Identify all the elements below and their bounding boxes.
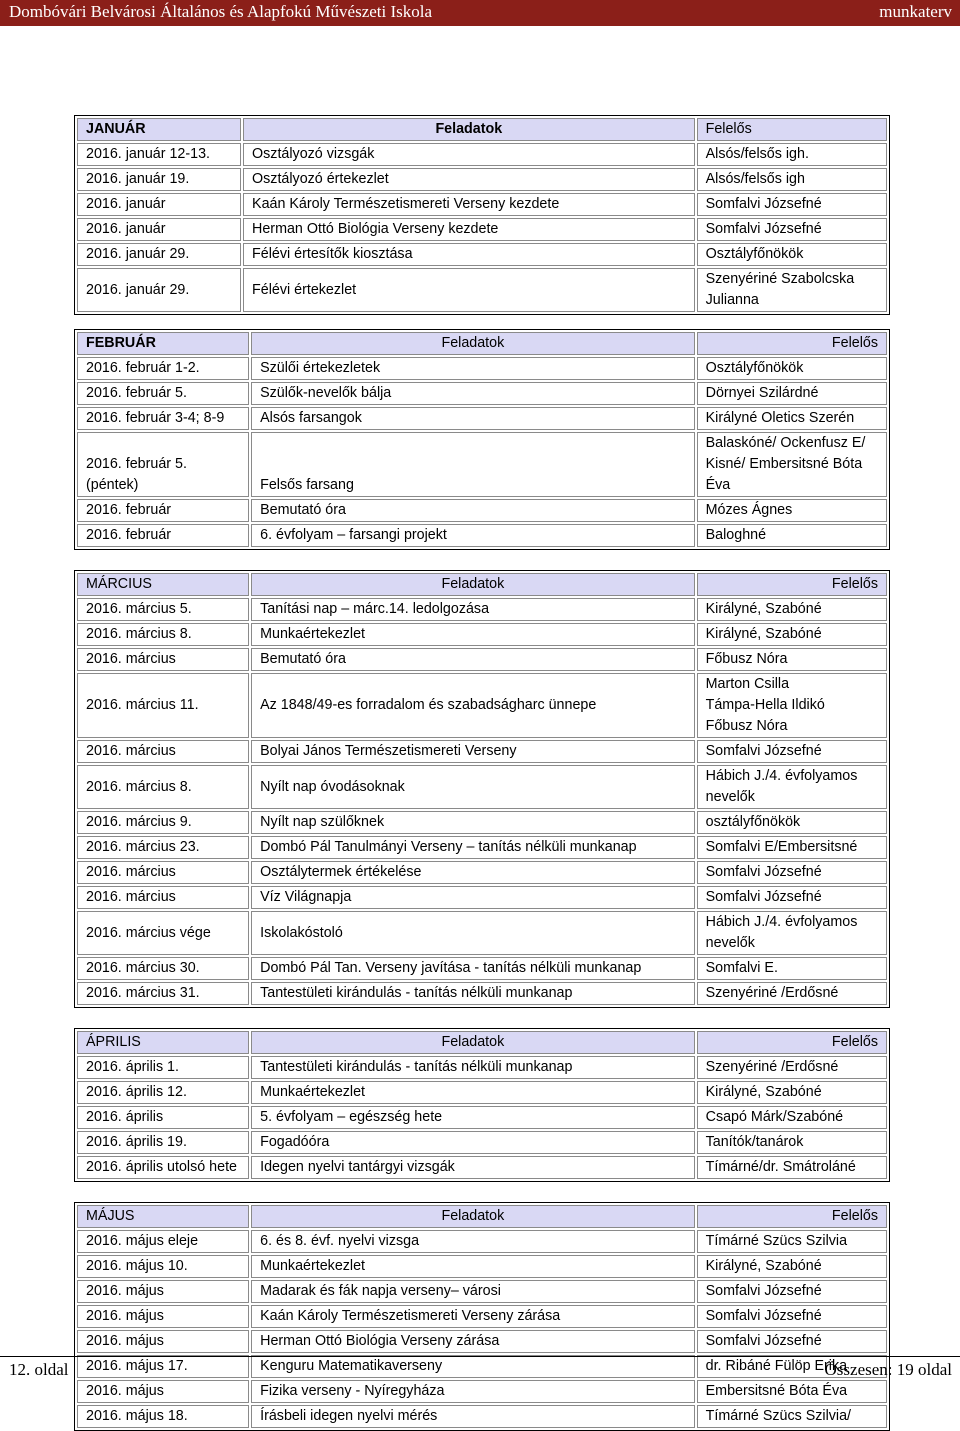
date-cell: 2016. március 31. <box>77 982 249 1005</box>
responsible-cell: Tímárné Szücs Szilvia <box>697 1230 887 1253</box>
task-cell: Idegen nyelvi tantárgyi vizsgák <box>251 1156 695 1179</box>
tasks-header: Feladatok <box>251 573 695 596</box>
table-row <box>77 1405 887 1428</box>
table-row <box>77 982 887 1005</box>
table-row <box>77 1280 887 1303</box>
date-cell: 2016. február 5. (péntek) <box>77 432 249 497</box>
date-cell: 2016. február 1-2. <box>77 357 249 380</box>
task-cell: Az 1848/49-es forradalom és szabadságharc ünnepe <box>251 673 695 738</box>
date-cell: 2016. május <box>77 1305 249 1328</box>
date-cell: 2016. május 17. <box>77 1355 249 1378</box>
table-row <box>77 499 887 522</box>
table-row <box>77 811 887 834</box>
date-cell: 2016. április 1. <box>77 1056 249 1079</box>
task-cell: Fizika verseny - Nyíregyháza <box>251 1380 695 1403</box>
table-row <box>77 886 887 909</box>
date-cell: 2016. január 12-13. <box>77 143 241 166</box>
date-cell: 2016. március <box>77 740 249 763</box>
responsible-header: Felelős <box>697 118 887 141</box>
table-row <box>77 911 887 955</box>
tasks-header: Feladatok <box>243 118 695 141</box>
date-cell: 2016. április 12. <box>77 1081 249 1104</box>
table-row <box>77 1255 887 1278</box>
task-cell: Munkaértekezlet <box>251 1255 695 1278</box>
date-cell: 2016. január <box>77 193 241 216</box>
date-cell: 2016. március 8. <box>77 623 249 646</box>
table-row <box>77 598 887 621</box>
date-cell: 2016. április 19. <box>77 1131 249 1154</box>
table-row <box>77 168 887 191</box>
table-row <box>77 1330 887 1353</box>
school-name: Dombóvári Belvárosi Általános és Alapfokú Művészeti Iskola <box>9 2 433 21</box>
date-cell: 2016. május <box>77 1330 249 1353</box>
date-cell: 2016. január <box>77 218 241 241</box>
table-row <box>77 673 887 738</box>
task-cell: Madarak és fák napja verseny– városi <box>251 1280 695 1303</box>
task-cell: Bolyai János Természetismereti Verseny <box>251 740 695 763</box>
responsible-header: Felelős <box>697 1205 887 1228</box>
table-header <box>77 573 887 596</box>
responsible-cell: Baloghné <box>697 524 887 547</box>
task-cell: Alsós farsangok <box>251 407 695 430</box>
responsible-cell: Hábich J./4. évfolyamos nevelők <box>697 911 887 955</box>
task-cell: Félévi értekezlet <box>243 268 695 312</box>
task-cell: Osztályozó vizsgák <box>243 143 695 166</box>
month-name: MÁRCIUS <box>77 573 249 596</box>
task-cell: Félévi értesítők kiosztása <box>243 243 695 266</box>
responsible-cell: Marton Csilla Támpa-Hella Ildikó Főbusz Nóra <box>697 673 887 738</box>
table-row <box>77 740 887 763</box>
task-cell: Tantestületi kirándulás - tanítás nélküli munkanap <box>251 1056 695 1079</box>
responsible-cell: Somfalvi Józsefné <box>697 1330 887 1353</box>
tasks-header: Feladatok <box>251 1031 695 1054</box>
responsible-cell: Tímárné Szücs Szilvia/ <box>697 1405 887 1428</box>
month-table-may <box>74 1202 890 1431</box>
task-cell: Bemutató óra <box>251 499 695 522</box>
task-cell: Szülők-nevelők bálja <box>251 382 695 405</box>
date-cell: 2016. május 18. <box>77 1405 249 1428</box>
responsible-cell: Mózes Ágnes <box>697 499 887 522</box>
responsible-cell: Csapó Márk/Szabóné <box>697 1106 887 1129</box>
responsible-cell: Királyné, Szabóné <box>697 598 887 621</box>
month-table-february <box>74 329 890 550</box>
responsible-cell: Somfalvi Józsefné <box>697 740 887 763</box>
date-cell: 2016. március 5. <box>77 598 249 621</box>
table-row <box>77 765 887 809</box>
task-cell: Kaán Károly Természetismereti Verseny kezdete <box>243 193 695 216</box>
table-row <box>77 407 887 430</box>
date-cell: 2016. május eleje <box>77 1230 249 1253</box>
table-header <box>77 332 887 355</box>
table-row <box>77 1056 887 1079</box>
month-table-march <box>74 570 890 1008</box>
date-cell: 2016. március 8. <box>77 765 249 809</box>
table-header <box>77 118 887 141</box>
table-row <box>77 357 887 380</box>
task-cell: 6. és 8. évf. nyelvi vizsga <box>251 1230 695 1253</box>
table-header <box>77 1205 887 1228</box>
work-plan-tables <box>74 115 890 1431</box>
date-cell: 2016. március 11. <box>77 673 249 738</box>
task-cell: 5. évfolyam – egészség hete <box>251 1106 695 1129</box>
date-cell: 2016. január 29. <box>77 243 241 266</box>
responsible-cell: Tímárné/dr. Smátroláné <box>697 1156 887 1179</box>
task-cell: Írásbeli idegen nyelvi mérés <box>251 1405 695 1428</box>
table-row <box>77 193 887 216</box>
task-cell: Dombó Pál Tan. Verseny javítása - tanítás nélküli munkanap <box>251 957 695 980</box>
date-cell: 2016. május 10. <box>77 1255 249 1278</box>
task-cell: Víz Világnapja <box>251 886 695 909</box>
responsible-cell: Alsós/felsős igh. <box>697 143 887 166</box>
responsible-cell: Embersitsné Bóta Éva <box>697 1380 887 1403</box>
task-cell: Iskolakóstoló <box>251 911 695 955</box>
tasks-header: Feladatok <box>251 1205 695 1228</box>
responsible-cell: Szenyériné /Erdősné <box>697 1056 887 1079</box>
responsible-cell: Királyné Oletics Szerén <box>697 407 887 430</box>
task-cell: Tantestületi kirándulás - tanítás nélküli munkanap <box>251 982 695 1005</box>
month-name: FEBRUÁR <box>77 332 249 355</box>
responsible-header: Felelős <box>697 332 887 355</box>
table-row <box>77 382 887 405</box>
task-cell: Tanítási nap – márc.14. ledolgozása <box>251 598 695 621</box>
task-cell: Munkaértekezlet <box>251 623 695 646</box>
responsible-cell: Alsós/felsős igh <box>697 168 887 191</box>
responsible-cell: Tanítók/tanárok <box>697 1131 887 1154</box>
date-cell: 2016. február 3-4; 8-9 <box>77 407 249 430</box>
month-table-january <box>74 115 890 315</box>
table-row <box>77 1380 887 1403</box>
responsible-header: Felelős <box>697 1031 887 1054</box>
table-row <box>77 623 887 646</box>
responsible-cell: Somfalvi E. <box>697 957 887 980</box>
task-cell: Bemutató óra <box>251 648 695 671</box>
responsible-cell: Királyné, Szabóné <box>697 623 887 646</box>
month-table-april <box>74 1028 890 1182</box>
task-cell: Osztálytermek értékelése <box>251 861 695 884</box>
date-cell: 2016. február <box>77 524 249 547</box>
task-cell: Nyílt nap szülőknek <box>251 811 695 834</box>
responsible-cell: Szenyériné /Erdősné <box>697 982 887 1005</box>
responsible-cell: Osztályfőnökök <box>697 243 887 266</box>
table-row <box>77 1081 887 1104</box>
date-cell: 2016. január 19. <box>77 168 241 191</box>
document-name: munkaterv <box>879 2 952 21</box>
table-row <box>77 1305 887 1328</box>
responsible-cell: Királyné, Szabóné <box>697 1081 887 1104</box>
responsible-cell: Somfalvi Józsefné <box>697 1280 887 1303</box>
task-cell: Szülői értekezletek <box>251 357 695 380</box>
page-footer <box>0 1356 960 1381</box>
responsible-cell: dr. Ribáné Fülöp Erika <box>697 1355 887 1378</box>
responsible-cell: Balaskóné/ Ockenfusz E/ Kisné/ Embersitsné Bóta Éva <box>697 432 887 497</box>
task-cell: Osztályozó értekezlet <box>243 168 695 191</box>
table-row <box>77 836 887 859</box>
task-cell: Felsős farsang <box>251 432 695 497</box>
table-row <box>77 524 887 547</box>
month-name: MÁJUS <box>77 1205 249 1228</box>
date-cell: 2016. március vége <box>77 911 249 955</box>
date-cell: 2016. május <box>77 1380 249 1403</box>
task-cell: 6. évfolyam – farsangi projekt <box>251 524 695 547</box>
table-row <box>77 957 887 980</box>
responsible-cell: Szenyériné Szabolcska Julianna <box>697 268 887 312</box>
month-name: ÁPRILIS <box>77 1031 249 1054</box>
tasks-header: Feladatok <box>251 332 695 355</box>
date-cell: 2016. március <box>77 861 249 884</box>
task-cell: Dombó Pál Tanulmányi Verseny – tanítás nélküli munkanap <box>251 836 695 859</box>
table-row <box>77 268 887 312</box>
page-number: 12. oldal <box>9 1360 69 1379</box>
table-row <box>77 1106 887 1129</box>
table-row <box>77 1156 887 1179</box>
responsible-cell: Somfalvi Józsefné <box>697 886 887 909</box>
task-cell: Herman Ottó Biológia Verseny kezdete <box>243 218 695 241</box>
date-cell: 2016. január 29. <box>77 268 241 312</box>
task-cell: Munkaértekezlet <box>251 1081 695 1104</box>
table-row <box>77 1131 887 1154</box>
responsible-cell: osztályfőnökök <box>697 811 887 834</box>
page-total: Összesen: 19 oldal <box>824 1360 952 1379</box>
date-cell: 2016. április utolsó hete <box>77 1156 249 1179</box>
responsible-cell: Osztályfőnökök <box>697 357 887 380</box>
page-header <box>0 0 960 26</box>
responsible-cell: Hábich J./4. évfolyamos nevelők <box>697 765 887 809</box>
task-cell: Herman Ottó Biológia Verseny zárása <box>251 1330 695 1353</box>
table-row <box>77 648 887 671</box>
responsible-cell: Főbusz Nóra <box>697 648 887 671</box>
date-cell: 2016. február 5. <box>77 382 249 405</box>
task-cell: Kaán Károly Természetismereti Verseny zárása <box>251 1305 695 1328</box>
task-cell: Kenguru Matematikaverseny <box>251 1355 695 1378</box>
responsible-cell: Somfalvi Józsefné <box>697 193 887 216</box>
table-header <box>77 1031 887 1054</box>
responsible-cell: Somfalvi Józsefné <box>697 1305 887 1328</box>
responsible-cell: Somfalvi Józsefné <box>697 861 887 884</box>
task-cell: Fogadóóra <box>251 1131 695 1154</box>
responsible-cell: Somfalvi Józsefné <box>697 218 887 241</box>
responsible-cell: Dörnyei Szilárdné <box>697 382 887 405</box>
date-cell: 2016. május <box>77 1280 249 1303</box>
table-row <box>77 243 887 266</box>
responsible-header: Felelős <box>697 573 887 596</box>
table-row <box>77 1230 887 1253</box>
date-cell: 2016. március 9. <box>77 811 249 834</box>
table-row <box>77 861 887 884</box>
responsible-cell: Somfalvi E/Embersitsné <box>697 836 887 859</box>
task-cell: Nyílt nap óvodásoknak <box>251 765 695 809</box>
table-row <box>77 432 887 497</box>
date-cell: 2016. április <box>77 1106 249 1129</box>
responsible-cell: Királyné, Szabóné <box>697 1255 887 1278</box>
date-cell: 2016. március <box>77 648 249 671</box>
month-name: JANUÁR <box>77 118 241 141</box>
date-cell: 2016. március 23. <box>77 836 249 859</box>
date-cell: 2016. február <box>77 499 249 522</box>
date-cell: 2016. március <box>77 886 249 909</box>
table-row <box>77 218 887 241</box>
date-cell: 2016. március 30. <box>77 957 249 980</box>
table-row <box>77 143 887 166</box>
